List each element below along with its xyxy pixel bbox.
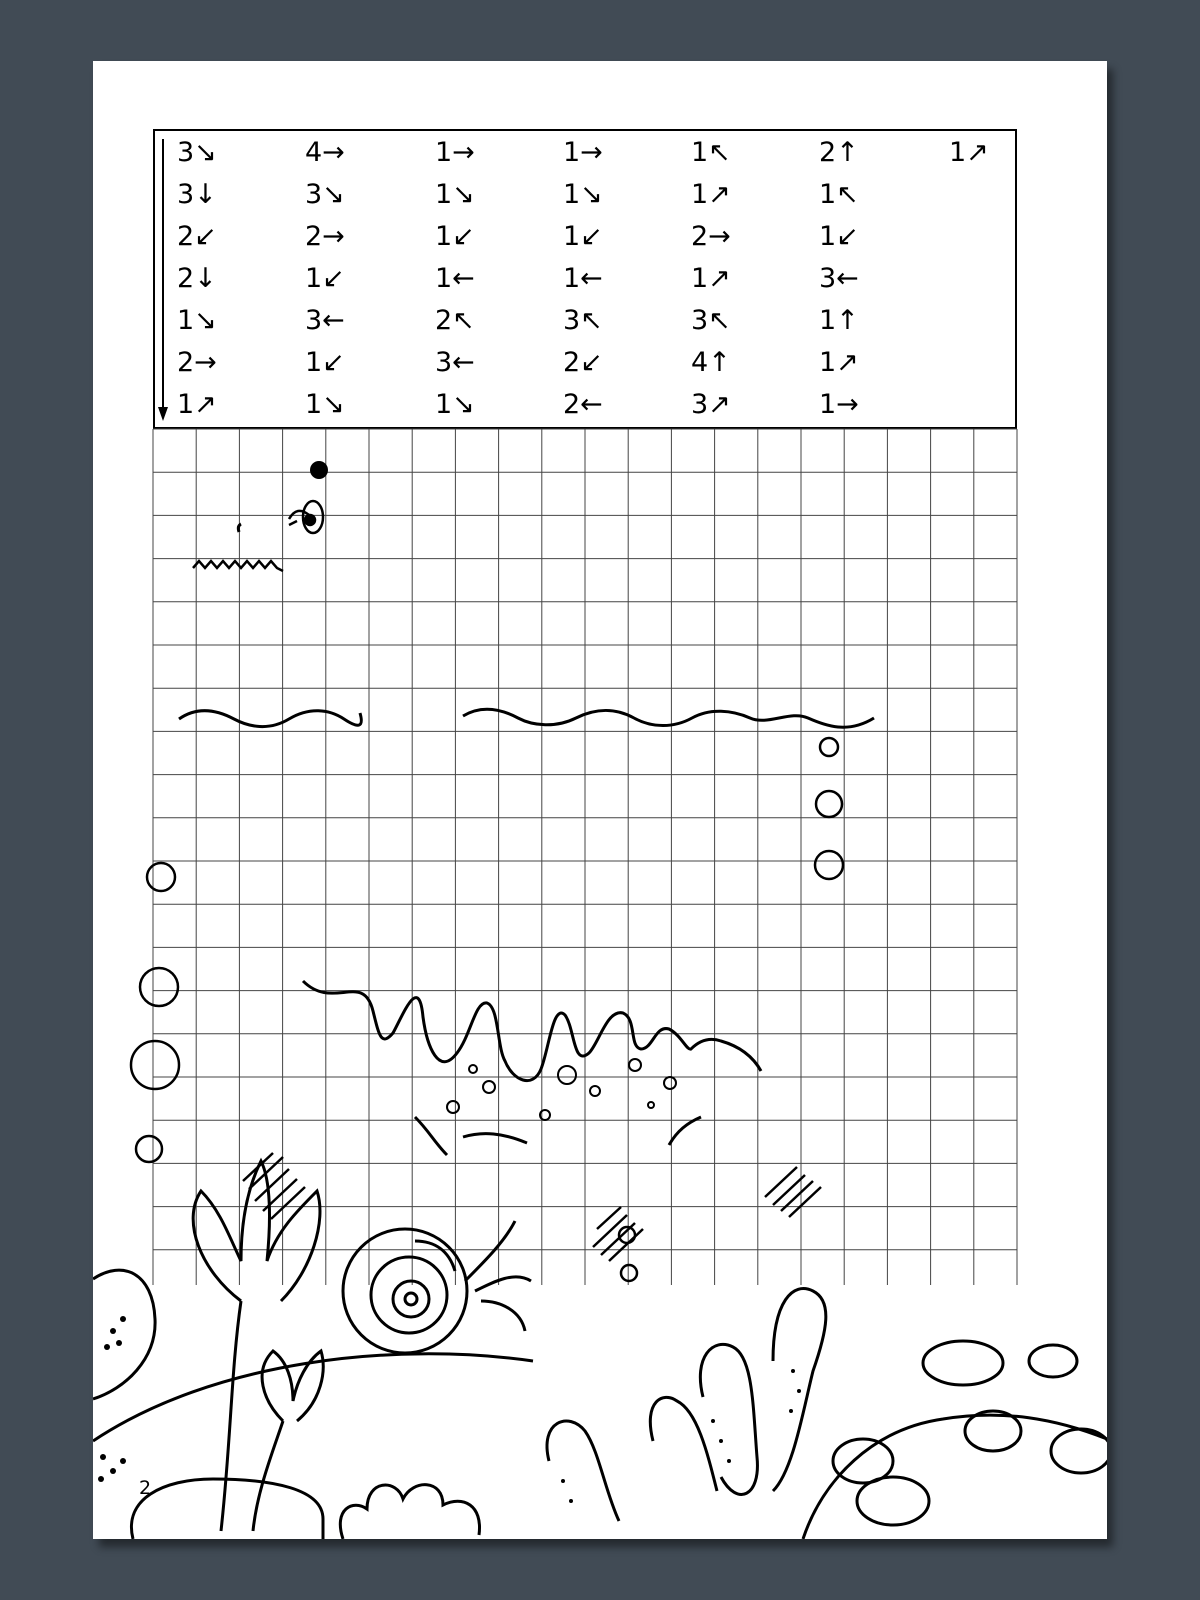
jellyfish-icon (303, 981, 761, 1081)
teeth-zigzag-icon (193, 561, 283, 571)
instruction-step: 1↙ (435, 221, 475, 252)
instruction-step: 1↙ (305, 347, 345, 378)
jellyfish-icon (415, 1117, 701, 1155)
instruction-step: 1↗ (949, 137, 989, 168)
instruction-step: 4→ (305, 137, 345, 168)
gill-icon (238, 524, 241, 532)
instruction-step: 1→ (563, 137, 603, 168)
rock-icon (93, 1270, 155, 1399)
instruction-step: 1↘ (305, 389, 345, 420)
coral-icon (340, 1485, 479, 1539)
worksheet-page (93, 61, 1107, 1539)
ammonite-icon (343, 1221, 531, 1353)
instruction-step: 1↙ (563, 221, 603, 252)
instruction-step: 3← (305, 305, 345, 336)
instruction-step: 1↗ (691, 179, 731, 210)
water-wave-icon (179, 711, 361, 727)
instruction-step: 2→ (691, 221, 731, 252)
instruction-step: 1↗ (177, 389, 217, 420)
instruction-step: 1← (435, 263, 475, 294)
sea-plant-icon (193, 1161, 323, 1531)
coral-icon (98, 1316, 801, 1503)
instruction-step: 1↗ (691, 263, 731, 294)
instruction-step: 1↗ (819, 347, 859, 378)
rock-icon (131, 1479, 323, 1539)
instruction-step: 2→ (177, 347, 217, 378)
water-wave-icon (463, 709, 874, 727)
rock-icon (833, 1341, 1107, 1525)
sponge-icon (547, 1289, 1107, 1539)
instruction-step: 1↘ (177, 305, 217, 336)
instruction-step: 1→ (819, 389, 859, 420)
instruction-step: 1↙ (305, 263, 345, 294)
instruction-step: 1↑ (819, 305, 859, 336)
bubble-icon (447, 1059, 676, 1120)
instruction-step: 1↖ (819, 179, 859, 210)
instruction-step: 2↙ (177, 221, 217, 252)
instruction-step: 2↙ (563, 347, 603, 378)
instruction-step: 1↘ (435, 389, 475, 420)
bubble-icon (131, 738, 843, 1281)
instruction-step: 2→ (305, 221, 345, 252)
instruction-step: 3↓ (177, 179, 217, 210)
page-number: 2 (139, 1477, 152, 1499)
instruction-step: 1← (563, 263, 603, 294)
instruction-step: 1↖ (691, 137, 731, 168)
instruction-step: 2↓ (177, 263, 217, 294)
instruction-step: 1↘ (563, 179, 603, 210)
instruction-step: 1↘ (435, 179, 475, 210)
instruction-step: 2↑ (819, 137, 859, 168)
instruction-step: 3↘ (177, 137, 217, 168)
instruction-step: 1→ (435, 137, 475, 168)
drawing-grid (93, 61, 1107, 1539)
instruction-step: 3↖ (691, 305, 731, 336)
instruction-step: 3↖ (563, 305, 603, 336)
rock-icon (93, 1354, 533, 1441)
instruction-step: 4↑ (691, 347, 731, 378)
instruction-step: 1↙ (819, 221, 859, 252)
instruction-step: 2← (563, 389, 603, 420)
start-dot-icon (310, 461, 328, 479)
instruction-step: 3← (819, 263, 859, 294)
instruction-step: 3↗ (691, 389, 731, 420)
instruction-step: 3← (435, 347, 475, 378)
shark-eye-icon (289, 501, 323, 533)
instruction-step: 2↖ (435, 305, 475, 336)
instruction-step: 3↘ (305, 179, 345, 210)
